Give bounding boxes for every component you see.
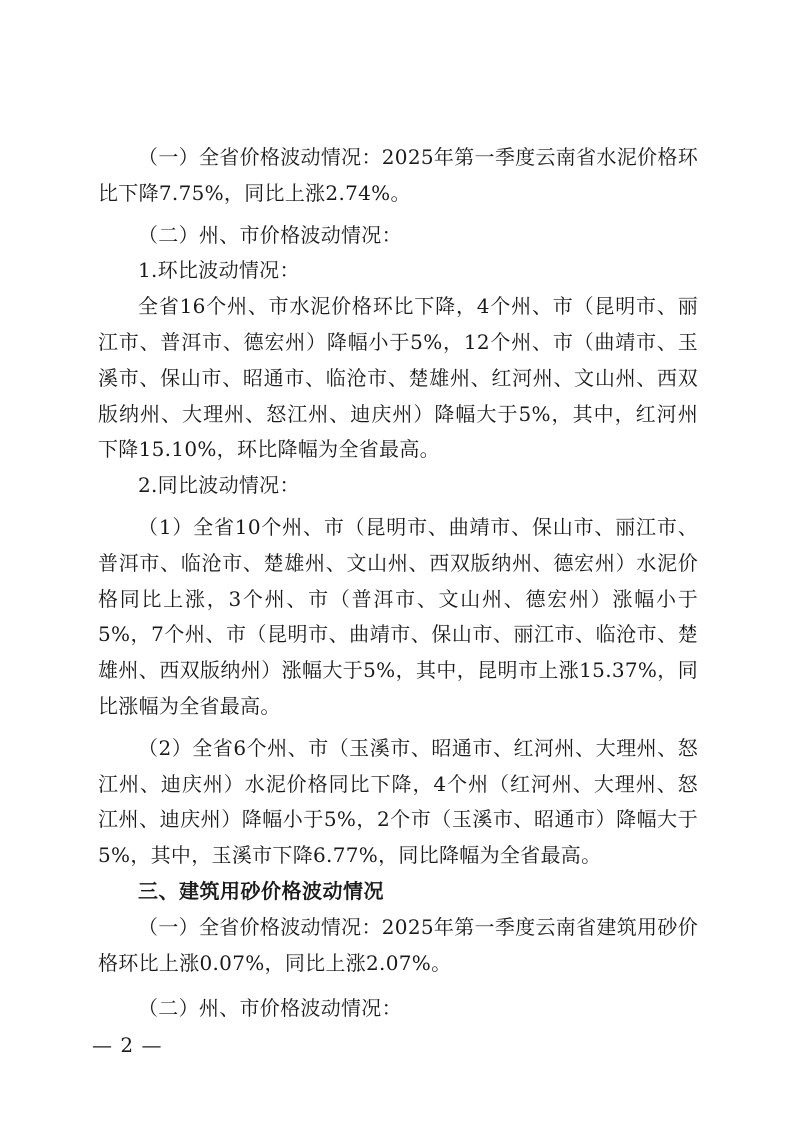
prefecture-sand-heading: （二）州、市价格波动情况：	[138, 996, 402, 1021]
yoy-increase-paragraph: （1）全省10个州、市（昆明市、曲靖市、保山市、丽江市、普洱市、临沧市、楚雄州、文山州、西双版纳州、德宏州）水泥价格同比上涨，3个州、市（普洱市、文山州、德宏州）涨幅小于5%，7个州、市（昆明市、曲靖市、保山市、丽江市、临沧市、楚雄州、西双版纳州）涨幅大于5%，其中，昆明市上涨15.37%，同比涨幅为全省最高。	[98, 514, 698, 718]
mom-fluctuation-paragraph: 全省16个州、市水泥价格环比下降，4个州、市（昆明市、丽江市、普洱市、德宏州）降幅小于5%，12个州、市（曲靖市、玉溪市、保山市、昭通市、临沧市、楚雄州、红河州、文山州、西双版纳州、大理州、怒江州、迪庆州）降幅大于5%，其中，红河州下降15.10%，环比降幅为全省最高。	[98, 294, 698, 462]
province-cement-paragraph: （一）全省价格波动情况：2025年第一季度云南省水泥价格环比下降7.75%，同比上涨2.74%。	[98, 145, 698, 205]
province-sand-paragraph: （一）全省价格波动情况：2025年第一季度云南省建筑用砂价格环比上涨0.07%，同比上涨2.07%。	[98, 914, 698, 975]
yoy-decrease-paragraph: （2）全省6个州、市（玉溪市、昭通市、红河州、大理州、怒江州、迪庆州）水泥价格同比下降，4个州（红河州、大理州、怒江州、迪庆州）降幅小于5%，2个市（玉溪市、昭通市）降幅大于5%，其中，玉溪市下降6.77%，同比降幅为全省最高。	[98, 735, 698, 868]
sand-section-heading: 三、建筑用砂价格波动情况	[138, 878, 384, 903]
yoy-fluctuation-heading: 2.同比波动情况：	[138, 473, 300, 498]
page-number: — 2 —	[92, 1033, 163, 1057]
prefecture-cement-heading: （二）州、市价格波动情况：	[138, 222, 402, 247]
document-body	[98, 140, 698, 1027]
mom-fluctuation-heading: 1.环比波动情况：	[138, 258, 300, 283]
